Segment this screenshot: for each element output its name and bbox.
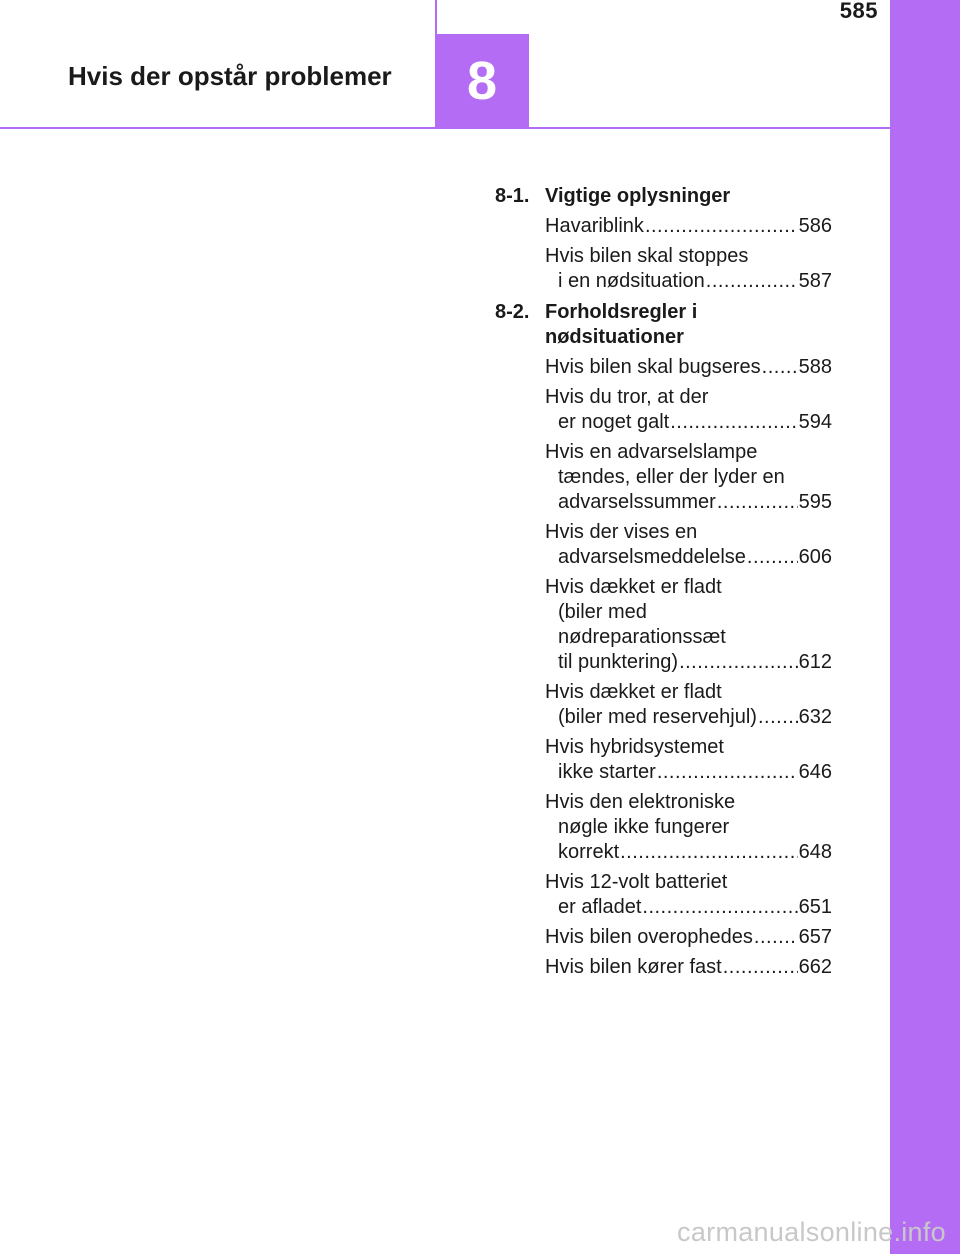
- chapter-title: Hvis der opstår problemer: [68, 61, 392, 91]
- toc-entry-text: korrekt: [558, 841, 620, 863]
- toc-entry-text: tændes, eller der lyder en: [558, 466, 785, 488]
- toc-entry-text: Hvis bilen overophedes: [545, 926, 753, 948]
- toc-entry[interactable]: [545, 520, 832, 570]
- toc-entry-line: [545, 520, 832, 545]
- dot-leader: [762, 355, 798, 380]
- section-title-line: Vigtige oplysninger: [545, 185, 731, 207]
- toc-entry-line: [545, 214, 832, 239]
- toc-entry-line: [545, 269, 832, 294]
- toc-entry-text: nøgle ikke fungerer: [558, 816, 730, 838]
- toc-page-number: 587: [798, 270, 832, 292]
- dot-leader: [706, 269, 798, 294]
- toc-entry-line: [545, 735, 832, 760]
- chapter-number-badge: 8: [435, 34, 529, 128]
- toc-entry-text: Hvis den elektroniske: [545, 791, 736, 813]
- toc-entry-line: [545, 840, 832, 865]
- toc-entry-text: (biler med reservehjul): [558, 706, 757, 728]
- toc-page-number: 662: [798, 956, 832, 978]
- toc-page-number: 588: [798, 356, 832, 378]
- toc-entry-line: [545, 575, 832, 600]
- dot-leader: [679, 650, 798, 675]
- toc-entry[interactable]: [545, 790, 832, 865]
- toc-entry-line: [545, 895, 832, 920]
- section-number: 8-2.: [495, 301, 530, 323]
- chapter-side-bar: [890, 0, 960, 1254]
- toc-entry-line: [545, 925, 832, 950]
- toc-entry[interactable]: [545, 735, 832, 785]
- toc-entry-text: Hvis bilen skal stoppes: [545, 245, 749, 267]
- section-title-line: Forholdsregler i: [545, 301, 698, 323]
- dot-leader: [620, 840, 798, 865]
- toc-entry-text: (biler med: [558, 601, 647, 623]
- section-number: 8-1.: [495, 185, 530, 207]
- toc-entry-text: Hvis 12-volt batteriet: [545, 871, 728, 893]
- dot-leader: [747, 545, 798, 570]
- toc-entry-text: Hvis du tror, at der: [545, 386, 709, 408]
- toc-page-number: 651: [798, 896, 832, 918]
- toc-entry-line: [545, 625, 832, 650]
- toc-entry-line: [545, 465, 832, 490]
- header-divider: [435, 0, 437, 34]
- toc-entry-text: i en nødsituation: [558, 270, 705, 292]
- toc-section: [495, 184, 835, 209]
- toc-page-number: 646: [798, 761, 832, 783]
- toc-page-number: 586: [798, 215, 832, 237]
- toc-page-number: 595: [798, 491, 832, 513]
- toc-entry-text: Hvis hybridsystemet: [545, 736, 724, 758]
- toc-entry-text: Hvis en advarselslampe: [545, 441, 758, 463]
- toc-entry-text: er noget galt: [558, 411, 670, 433]
- toc-entry-line: [545, 410, 832, 435]
- dot-leader: [670, 410, 797, 435]
- toc-entry-text: Hvis dækket er fladt: [545, 576, 722, 598]
- toc-entry[interactable]: [545, 355, 832, 380]
- toc-entry-line: [545, 545, 832, 570]
- section-title: [545, 300, 697, 350]
- toc-entry-line: [545, 760, 832, 785]
- dot-leader: [758, 705, 798, 730]
- toc-entry-line: [545, 244, 832, 269]
- table-of-contents: [495, 184, 835, 980]
- toc-page-number: 648: [798, 841, 832, 863]
- toc-page-number: 632: [798, 706, 832, 728]
- toc-entry-line: [545, 705, 832, 730]
- page-number: 585: [839, 0, 878, 23]
- section-title: [545, 184, 730, 209]
- toc-entry-text: Hvis bilen skal bugseres: [545, 356, 761, 378]
- toc-entry-text: advarselssummer: [558, 491, 716, 513]
- toc-entry-text: er afladet: [558, 896, 642, 918]
- toc-entry[interactable]: [545, 440, 832, 515]
- toc-entry-text: Hvis der vises en: [545, 521, 698, 543]
- toc-entry-line: [545, 790, 832, 815]
- toc-entry-text: advarselsmeddelelse: [558, 546, 746, 568]
- toc-entry-text: Hvis bilen kører fast: [545, 956, 722, 978]
- toc-page-number: 594: [798, 411, 832, 433]
- dot-leader: [657, 760, 798, 785]
- toc-entry-line: [545, 815, 832, 840]
- toc-entry[interactable]: [545, 214, 832, 239]
- toc-entry[interactable]: [545, 955, 832, 980]
- dot-leader: [717, 490, 798, 515]
- toc-entry[interactable]: [545, 870, 832, 920]
- toc-page-number: 606: [798, 546, 832, 568]
- toc-entry[interactable]: [545, 680, 832, 730]
- toc-entry[interactable]: [545, 925, 832, 950]
- dot-leader: [723, 955, 798, 980]
- dot-leader: [754, 925, 798, 950]
- toc-entry-line: [545, 870, 832, 895]
- toc-entry[interactable]: [545, 244, 832, 294]
- toc-page-number: 612: [798, 651, 832, 673]
- toc-section: [495, 300, 835, 350]
- toc-entry-text: Hvis dækket er fladt: [545, 681, 722, 703]
- toc-entry-text: Havariblink: [545, 215, 644, 237]
- dot-leader: [642, 895, 797, 920]
- toc-entry[interactable]: [545, 385, 832, 435]
- watermark: carmanualsonline.info: [677, 1217, 946, 1247]
- toc-entry-line: [545, 490, 832, 515]
- toc-entry[interactable]: [545, 575, 832, 675]
- toc-entry-line: [545, 385, 832, 410]
- section-title-line: nødsituationer: [545, 326, 684, 348]
- dot-leader: [645, 214, 798, 239]
- toc-page-number: 657: [798, 926, 832, 948]
- toc-entry-line: [545, 680, 832, 705]
- toc-entry-line: [545, 440, 832, 465]
- toc-entry-line: [545, 955, 832, 980]
- toc-entry-line: [545, 600, 832, 625]
- toc-entry-text: til punktering): [558, 651, 679, 673]
- toc-entry-text: ikke starter: [558, 761, 656, 783]
- toc-entry-text: nødreparationssæt: [558, 626, 726, 648]
- toc-entry-line: [545, 355, 832, 380]
- toc-entry-line: [545, 650, 832, 675]
